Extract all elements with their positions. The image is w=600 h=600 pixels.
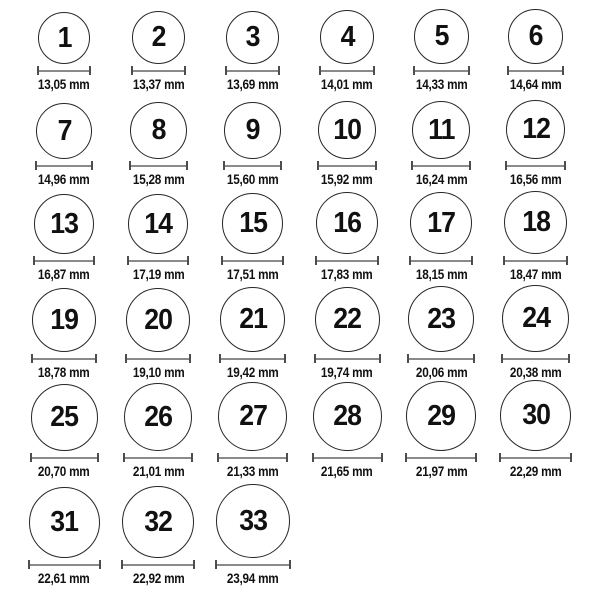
ring-circle <box>216 484 290 558</box>
ring-size-number: 23 <box>427 302 456 335</box>
ring-circle <box>410 192 472 254</box>
diameter-label: 17,19 mm <box>132 266 185 282</box>
ring-size-number: 9 <box>245 114 260 146</box>
diameter-measure-line <box>499 453 572 462</box>
diameter-label: 14,64 mm <box>510 76 562 92</box>
diameter-measure-line <box>123 453 193 462</box>
ring-size-cell <box>394 190 488 285</box>
ring-size-number: 25 <box>50 401 79 433</box>
diameter-label: 19,42 mm <box>227 364 279 380</box>
diameter-label: 18,47 mm <box>510 266 562 282</box>
ring-circle <box>126 288 190 352</box>
ring-size-cell <box>206 190 300 285</box>
ring-size-cell <box>300 0 394 95</box>
ring-size-number: 8 <box>151 114 166 146</box>
diameter-label: 21,97 mm <box>415 463 468 479</box>
ring-circle <box>318 101 376 159</box>
diameter-label: 16,56 mm <box>510 171 562 187</box>
ring-circle <box>34 194 94 254</box>
diameter-measure-line <box>28 560 101 569</box>
diameter-measure-line <box>225 66 280 75</box>
ring-size-row <box>17 0 583 95</box>
diameter-measure-line <box>33 256 95 265</box>
ring-size-number: 22 <box>333 303 362 335</box>
ring-size-row <box>17 95 583 190</box>
diameter-label: 20,38 mm <box>510 364 562 380</box>
ring-size-number: 17 <box>427 206 456 239</box>
diameter-label: 14,33 mm <box>415 76 468 92</box>
diameter-label: 17,51 mm <box>227 266 279 282</box>
ring-size-number: 15 <box>238 207 267 239</box>
ring-size-cell <box>300 380 394 482</box>
diameter-label: 16,24 mm <box>415 171 468 187</box>
diameter-measure-line <box>131 66 186 75</box>
ring-size-number: 24 <box>521 302 550 334</box>
ring-circle <box>220 287 285 352</box>
ring-circle <box>506 100 565 159</box>
ring-circle <box>414 9 469 64</box>
ring-size-number: 28 <box>333 400 362 432</box>
ring-size-cell <box>206 380 300 482</box>
ring-size-number: 19 <box>50 303 79 336</box>
diameter-measure-line <box>411 161 471 170</box>
ring-size-cell <box>489 380 583 482</box>
diameter-measure-line <box>413 66 470 75</box>
ring-size-number: 18 <box>521 206 550 238</box>
ring-circle <box>412 101 470 159</box>
ring-circle <box>315 287 380 352</box>
diameter-measure-line <box>507 66 564 75</box>
ring-size-cell <box>206 95 300 190</box>
ring-size-number: 29 <box>427 399 456 432</box>
ring-circle <box>320 10 374 64</box>
ring-circle <box>132 11 185 64</box>
diameter-label: 22,92 mm <box>132 570 185 586</box>
ring-circle <box>408 286 474 352</box>
ring-circle <box>502 285 569 352</box>
ring-size-cell <box>17 285 111 383</box>
diameter-label: 22,29 mm <box>510 463 562 479</box>
ring-size-number: 32 <box>144 505 173 538</box>
ring-circle <box>31 384 98 451</box>
ring-size-number: 14 <box>144 207 173 240</box>
ring-circle <box>316 192 378 254</box>
ring-size-number: 12 <box>521 113 550 145</box>
diameter-label: 23,94 mm <box>227 570 279 586</box>
diameter-label: 17,83 mm <box>321 266 373 282</box>
ring-size-number: 11 <box>428 113 455 146</box>
ring-size-number: 10 <box>333 113 362 146</box>
ring-size-cell <box>111 285 205 383</box>
ring-size-number: 5 <box>434 20 449 52</box>
ring-size-number: 7 <box>57 114 72 147</box>
ring-size-cell <box>489 190 583 285</box>
ring-size-number: 33 <box>238 504 267 537</box>
diameter-label: 13,37 mm <box>132 76 185 92</box>
diameter-label: 21,01 mm <box>132 463 185 479</box>
ring-size-number: 1 <box>57 21 72 54</box>
ring-size-cell <box>489 285 583 383</box>
ring-circle <box>218 382 287 451</box>
diameter-measure-line <box>314 354 381 363</box>
diameter-label: 19,74 mm <box>321 364 373 380</box>
ring-size-number: 13 <box>50 207 79 240</box>
diameter-measure-line <box>407 354 475 363</box>
ring-size-cell <box>394 285 488 383</box>
ring-size-cell <box>489 0 583 95</box>
diameter-label: 18,15 mm <box>415 266 468 282</box>
ring-size-cell <box>394 380 488 482</box>
ring-circle <box>508 9 563 64</box>
diameter-label: 14,96 mm <box>38 171 90 187</box>
ring-circle <box>128 194 188 254</box>
diameter-measure-line <box>409 256 473 265</box>
diameter-label: 20,70 mm <box>38 463 90 479</box>
ring-size-cell <box>206 0 300 95</box>
diameter-measure-line <box>319 66 375 75</box>
diameter-measure-line <box>223 161 282 170</box>
ring-size-number: 26 <box>144 400 173 433</box>
diameter-measure-line <box>217 453 288 462</box>
diameter-label: 19,10 mm <box>132 364 185 380</box>
ring-size-row <box>17 285 583 380</box>
ring-size-number: 31 <box>50 506 79 538</box>
diameter-measure-line <box>505 161 566 170</box>
ring-size-number: 16 <box>333 206 362 239</box>
diameter-measure-line <box>125 354 191 363</box>
ring-size-number: 2 <box>151 21 166 53</box>
ring-size-number: 3 <box>245 21 260 53</box>
diameter-label: 13,05 mm <box>38 76 90 92</box>
ring-circle <box>500 380 571 451</box>
ring-circle <box>36 103 92 159</box>
ring-size-number: 20 <box>144 303 173 336</box>
ring-size-number: 27 <box>238 400 267 432</box>
ring-size-cell <box>206 285 300 383</box>
ring-circle <box>224 102 281 159</box>
diameter-measure-line <box>315 256 379 265</box>
diameter-label: 16,87 mm <box>38 266 90 282</box>
ring-size-number: 6 <box>528 20 543 52</box>
ring-circle <box>32 288 96 352</box>
ring-circle <box>313 382 382 451</box>
ring-circle <box>122 486 194 558</box>
diameter-measure-line <box>30 453 99 462</box>
ring-size-cell <box>111 95 205 190</box>
ring-size-cell <box>111 190 205 285</box>
ring-size-row <box>17 475 583 600</box>
ring-size-cell <box>17 0 111 95</box>
diameter-measure-line <box>405 453 477 462</box>
ring-size-cell <box>17 95 111 190</box>
diameter-measure-line <box>37 66 91 75</box>
diameter-measure-line <box>215 560 291 569</box>
ring-circle <box>29 487 100 558</box>
ring-size-number: 21 <box>238 303 267 335</box>
ring-size-cell <box>17 190 111 285</box>
diameter-label: 21,65 mm <box>321 463 373 479</box>
diameter-measure-line <box>35 161 93 170</box>
diameter-measure-line <box>312 453 383 462</box>
ring-circle <box>124 383 192 451</box>
ring-size-cell <box>17 475 111 600</box>
diameter-measure-line <box>31 354 97 363</box>
diameter-measure-line <box>127 256 189 265</box>
diameter-label: 13,69 mm <box>227 76 279 92</box>
ring-size-cell <box>300 190 394 285</box>
ring-circle <box>222 193 283 254</box>
ring-size-cell <box>111 475 205 600</box>
diameter-label: 18,78 mm <box>38 364 90 380</box>
diameter-measure-line <box>129 161 188 170</box>
ring-size-cell <box>111 0 205 95</box>
ring-size-number: 4 <box>340 20 355 53</box>
ring-circle <box>38 12 90 64</box>
ring-size-cell <box>300 285 394 383</box>
diameter-measure-line <box>219 354 286 363</box>
diameter-label: 15,60 mm <box>227 171 279 187</box>
ring-size-row <box>17 380 583 479</box>
ring-size-cell <box>489 95 583 190</box>
diameter-label: 22,61 mm <box>38 570 90 586</box>
diameter-measure-line <box>503 256 568 265</box>
diameter-label: 14,01 mm <box>321 76 373 92</box>
ring-size-number: 30 <box>521 399 550 431</box>
ring-circle <box>406 381 476 451</box>
ring-circle <box>226 11 279 64</box>
ring-size-cell <box>206 475 300 600</box>
ring-size-cell <box>17 380 111 482</box>
diameter-measure-line <box>317 161 377 170</box>
ring-size-cell <box>300 95 394 190</box>
ring-circle <box>130 102 187 159</box>
diameter-label: 20,06 mm <box>415 364 468 380</box>
ring-circle <box>504 191 567 254</box>
diameter-measure-line <box>221 256 284 265</box>
ring-size-cell <box>394 95 488 190</box>
diameter-label: 15,28 mm <box>132 171 185 187</box>
diameter-measure-line <box>121 560 195 569</box>
diameter-measure-line <box>501 354 570 363</box>
diameter-label: 15,92 mm <box>321 171 373 187</box>
diameter-label: 21,33 mm <box>227 463 279 479</box>
ring-size-row <box>17 190 583 285</box>
ring-size-cell <box>111 380 205 482</box>
ring-size-cell <box>394 0 488 95</box>
